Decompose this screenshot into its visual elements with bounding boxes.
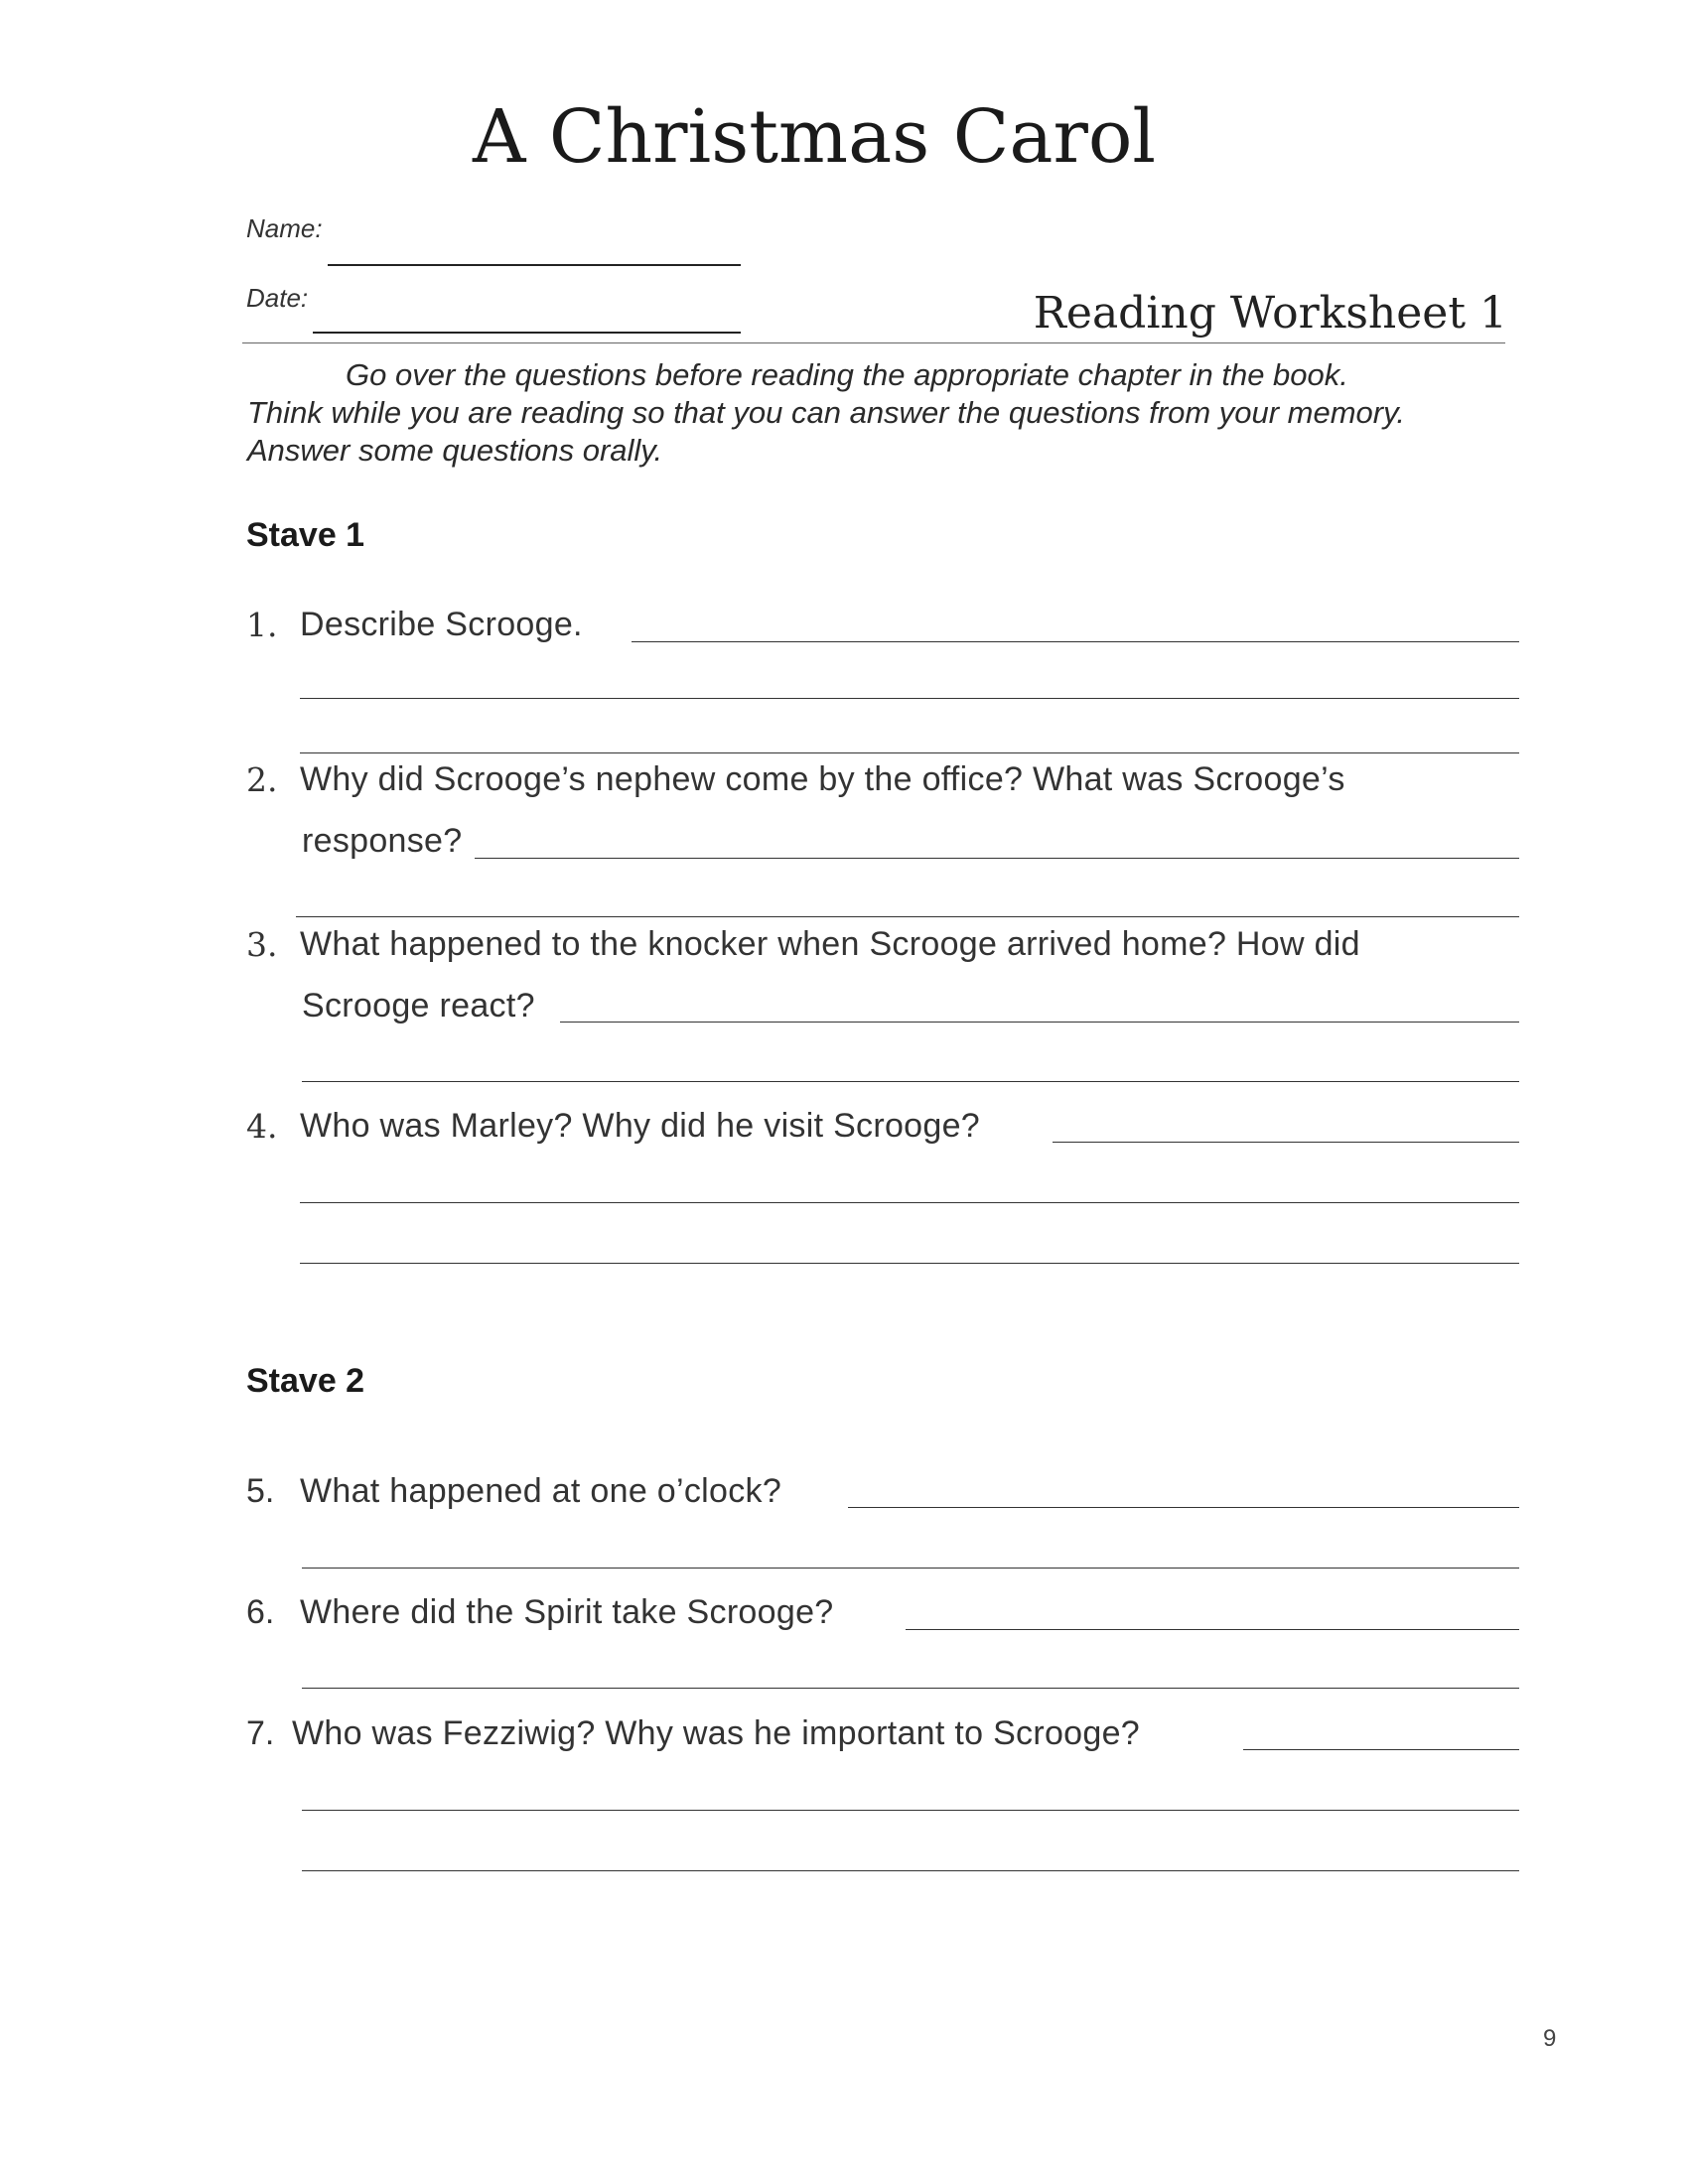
question-2-text-continued: response? (302, 822, 463, 860)
question-1-text: Describe Scrooge. (300, 606, 583, 643)
name-blank[interactable] (328, 264, 741, 266)
question-1-number: 1. (246, 606, 278, 644)
question-5-text: What happened at one o’clock? (300, 1472, 782, 1510)
question-7-number: 7. (246, 1714, 275, 1752)
question-6-number: 6. (246, 1593, 275, 1631)
question-4-answer-line[interactable] (300, 1202, 1519, 1203)
question-4-number: 4. (246, 1107, 278, 1146)
question-4-answer-line[interactable] (1053, 1142, 1519, 1143)
name-label: Name: (246, 213, 323, 243)
instruction-line-2: Think while you are reading so that you can answer the questions from your memory. (247, 395, 1405, 430)
question-2-text: Why did Scrooge’s nephew come by the office? What was Scrooge’s (300, 760, 1345, 798)
question-3-answer-line[interactable] (560, 1022, 1519, 1023)
question-3-text-continued: Scrooge react? (302, 987, 535, 1024)
instruction-line-3: Answer some questions orally. (247, 433, 663, 468)
question-2-number: 2. (246, 760, 278, 799)
question-1-answer-line[interactable] (632, 641, 1519, 642)
question-1-answer-line[interactable] (300, 752, 1519, 753)
header-divider (242, 342, 1505, 343)
question-5-answer-line[interactable] (848, 1507, 1519, 1508)
question-1-answer-line[interactable] (300, 698, 1519, 699)
question-6-text: Where did the Spirit take Scrooge? (300, 1593, 834, 1631)
question-7-answer-line[interactable] (302, 1810, 1519, 1811)
question-7-text: Who was Fezziwig? Why was he important to Scrooge? (292, 1714, 1141, 1752)
date-blank[interactable] (313, 332, 741, 334)
question-4-text: Who was Marley? Why did he visit Scrooge? (300, 1107, 981, 1145)
question-3-text: What happened to the knocker when Scrooge arrived home? How did (300, 925, 1360, 963)
question-3-number: 3. (246, 925, 278, 964)
date-label: Date: (246, 283, 309, 313)
page-number: 9 (1543, 2025, 1557, 2052)
question-2-answer-line[interactable] (475, 858, 1519, 859)
question-6-answer-line[interactable] (906, 1629, 1519, 1630)
question-7-answer-line[interactable] (302, 1870, 1519, 1871)
question-5-answer-line[interactable] (302, 1568, 1519, 1569)
question-5-number: 5. (246, 1472, 275, 1510)
question-4-answer-line[interactable] (300, 1263, 1519, 1264)
question-3-answer-line[interactable] (302, 1081, 1519, 1082)
stave-2-heading: Stave 2 (246, 1362, 365, 1400)
question-6-answer-line[interactable] (302, 1688, 1519, 1689)
worksheet-subtitle: Reading Worksheet 1 (1033, 288, 1507, 339)
worksheet-title: A Christmas Carol (472, 94, 1157, 180)
question-7-answer-line[interactable] (1243, 1749, 1519, 1750)
stave-1-heading: Stave 1 (246, 516, 365, 554)
question-2-answer-line[interactable] (296, 916, 1519, 917)
instruction-line-1: Go over the questions before reading the appropriate chapter in the book. (346, 357, 1348, 392)
